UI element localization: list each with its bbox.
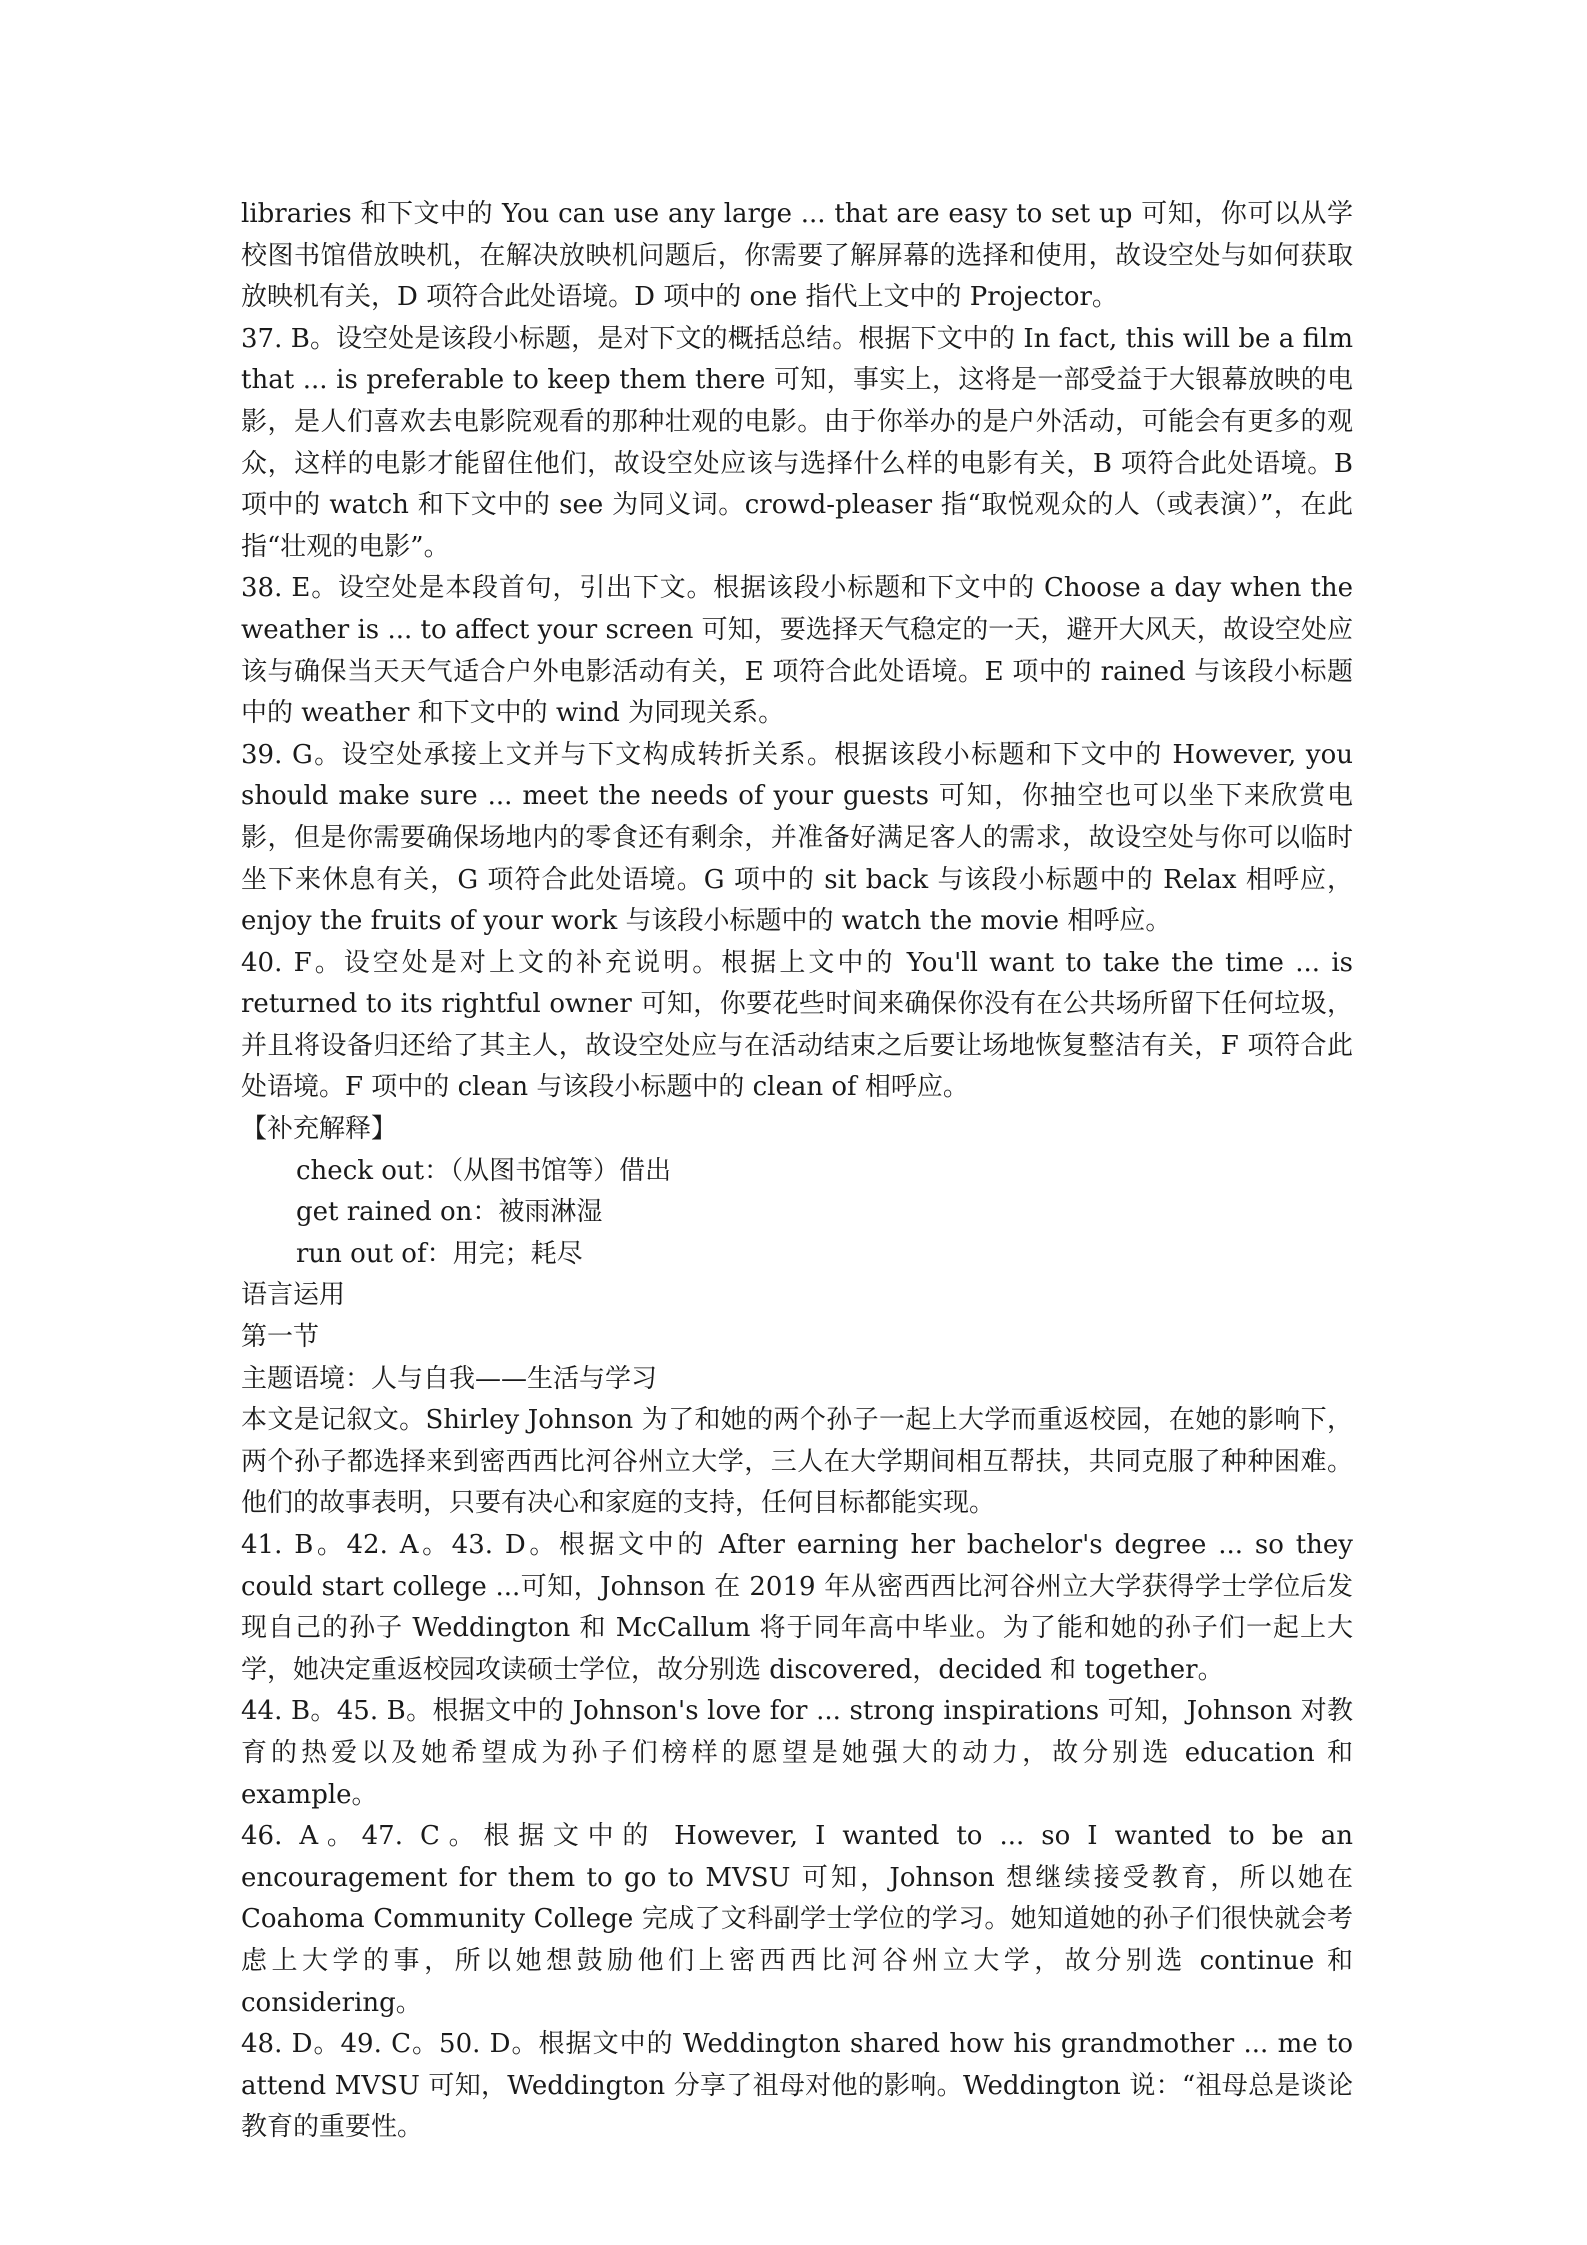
section-heading-language-use: 语言运用 [241,1280,346,1311]
paragraph-38-explanation: 38. E。设空处是本段首句，引出下文。根据该段小标题和下文中的 Choose a day when the weather is ... to affect your screen 可知，要选择天气稳定的一天，避开大风天，故设空处应该与确保当天天气适合户外电影活动有关，E 项符合此处语境。E 项中的 rained 与该段小标题中的 weather 和下文中的 wind 为同现关系。 [241,573,1353,729]
section-heading-part-one: 第一节 [241,1322,320,1353]
paragraph-41-43-explanation: 41. B。42. A。43. D。根据文中的 After earning her bachelor's degree ... so they could start college ...可知，Johnson 在 2019 年从密西西比河谷州立大学获得学士学位后发现自己的孙子 Weddington 和 McCallum 将于同年高中毕业。为了能和她的孙子们一起上大学，她决定重返校园攻读硕士学位，故分别选 discovered，decided 和 together。 [241,1530,1353,1685]
theme-context: 主题语境：人与自我——生活与学习 [241,1363,658,1394]
paragraph-39-explanation: 39. G。设空处承接上文并与下文构成转折关系。根据该段小标题和下文中的 However, you should make sure ... meet the needs of your guests 可知，你抽空也可以坐下来欣赏电影，但是你需要确保场地内的零食还有剩余，并准备好满足客人的需求，故设空处与你可以临时坐下来休息有关，G 项符合此处语境。G 项中的 sit back 与该段小标题中的 Relax 相呼应，enjoy the fruits of your work 与该段小标题中的 watch the movie 相呼应。 [241,739,1353,937]
paragraph-46-47-explanation: 46. A。47. C。根据文中的 However, I wanted to ... so I wanted to be an encouragement for them to go to MVSU 可知，Johnson 想继续接受教育，所以她在 Coahoma Community College 完成了文科副学士学位的学习。她知道她的孙子们很快就会考虑上大学的事，所以她想鼓励他们上密西西比河谷州立大学，故分别选 continue 和 considering。 [241,1821,1353,2018]
supplement-item-run-out-of: run out of：用完；耗尽 [296,1238,583,1269]
paragraph-37-explanation: 37. B。设空处是该段小标题，是对下文的概括总结。根据下文中的 In fact, this will be a film that ... is preferable to keep them there 可知，事实上，这将是一部受益于大银幕放映的电影，是人们喜欢去电影院观看的那种壮观的电影。由于你举办的是户外活动，可能会有更多的观众，这样的电影才能留住他们，故设空处应该与选择什么样的电影有关，B 项符合此处语境。B 项中的 watch 和下文中的 see 为同义词。crowd-pleaser 指“取悦观众的人（或表演）”，在此指“壮观的电影”。 [241,323,1353,562]
supplement-heading: 【补充解释】 [241,1114,398,1145]
paragraph-44-45-explanation: 44. B。45. B。根据文中的 Johnson's love for ... strong inspirations 可知，Johnson 对教育的热爱以及她希望成为孙子们榜样的愿望是她强大的动力，故分别选 education 和 example。 [241,1696,1353,1810]
paragraph-40-explanation: 40. F。设空处是对上文的补充说明。根据上文中的 You'll want to take the time ... is returned to its rightful owner 可知，你要花些时间来确保你没有在公共场所留下任何垃圾，并且将设备归还给了其主人，故设空处应与在活动结束之后要让场地恢复整洁有关，F 项符合此处语境。F 项中的 clean 与该段小标题中的 clean of 相呼应。 [241,947,1353,1103]
document-page [241,194,1353,2149]
paragraph-36-explanation: libraries 和下文中的 You can use any large ... that are easy to set up 可知，你可以从学校图书馆借放映机，在解决放映机问题后，你需要了解屏幕的选择和使用，故设空处与如何获取放映机有关，D 项符合此处语境。D 项中的 one 指代上文中的 Projector。 [241,199,1353,313]
supplement-item-get-rained-on: get rained on：被雨淋湿 [296,1197,603,1228]
supplement-item-check-out: check out：（从图书馆等）借出 [296,1155,672,1186]
passage-summary: 本文是记叙文。Shirley Johnson 为了和她的两个孙子一起上大学而重返校园，在她的影响下，两个孙子都选择来到密西西比河谷州立大学，三人在大学期间相互帮扶，共同克服了种种困难。他们的故事表明，只要有决心和家庭的支持，任何目标都能实现。 [241,1405,1353,1519]
paragraph-48-50-explanation: 48. D。49. C。50. D。根据文中的 Weddington shared how his grandmother ... me to attend MVSU 可知，Weddington 分享了祖母对他的影响。Weddington 说：“祖母总是谈论教育的重要性。 [241,2029,1353,2143]
